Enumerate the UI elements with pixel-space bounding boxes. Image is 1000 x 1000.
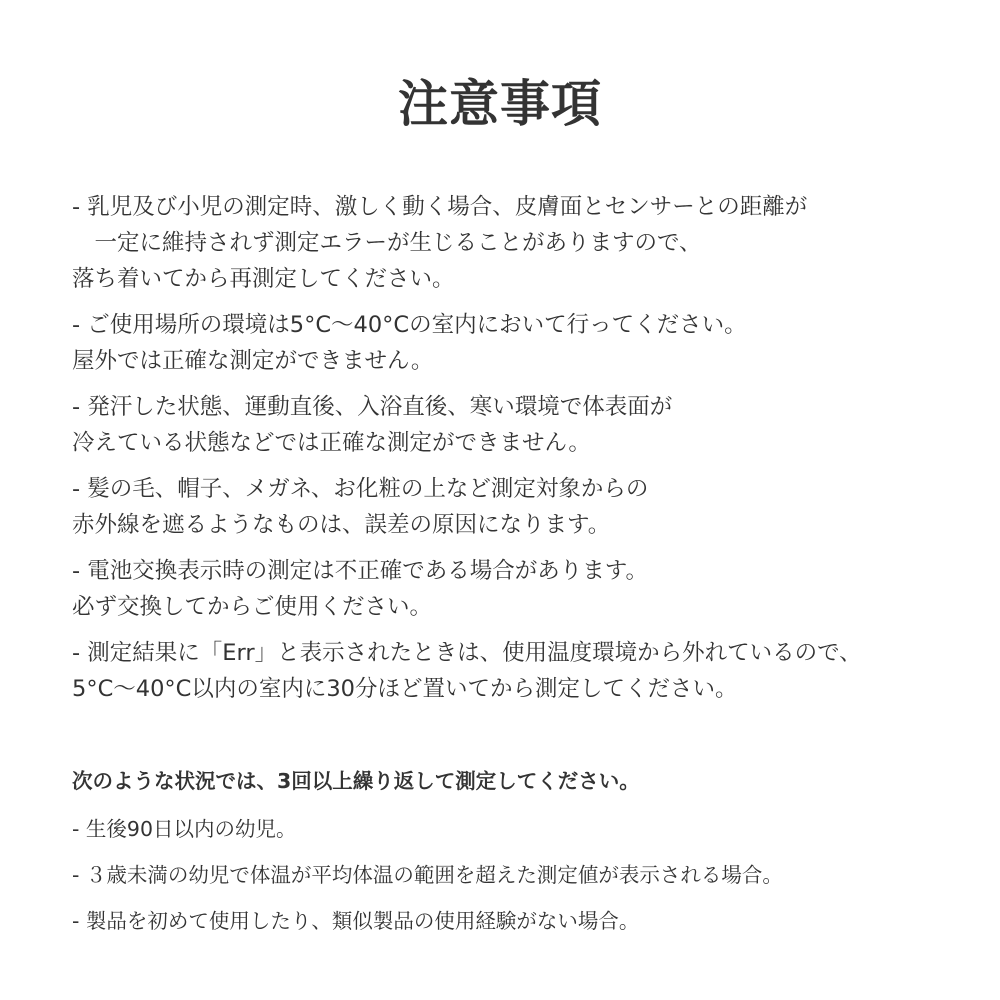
caution-item [72,389,982,461]
caution-item [72,307,982,379]
caution-item [72,553,982,625]
caution-item-line: - 電池交換表示時の測定は不正確である場合があります。 [72,558,648,584]
repeat-measurement-item: - 製品を初めて使用したり、類似製品の使用経験がない場合。 [72,909,640,933]
caution-list [72,189,982,717]
caution-item-line: 落ち着いてから再測定してください。 [72,266,455,292]
repeat-measurement-item: - 生後90日以内の幼児。 [72,817,297,841]
repeat-measurement-heading: 次のような状況では、3回以上繰り返して測定してください。 [72,769,640,793]
caution-item-line: 赤外線を遮るようなものは、誤差の原因になります。 [72,512,611,538]
caution-item-line: - 測定結果に「Err」と表示されたときは、使用温度環境から外れているので、 [72,640,862,666]
caution-item [72,635,982,707]
repeat-measurement-list [72,812,783,950]
caution-item-line: 5°C～40°C以内の室内に30分ほど置いてから測定してください。 [72,676,738,702]
caution-item-line: - 髪の毛、帽子、メガネ、お化粧の上など測定対象からの [72,476,649,502]
caution-item-line: 冷えている状態などでは正確な測定ができません。 [72,430,591,456]
caution-item-line: - ご使用場所の環境は5°C～40°Cの室内において行ってください。 [72,312,747,338]
caution-item-line: 必ず交換してからご使用ください。 [72,594,433,620]
caution-item-line: 屋外では正確な測定ができません。 [72,348,434,374]
caution-item-line: 一定に維持されず測定エラーが生じることがありますので、 [72,230,702,256]
caution-item-line: - 発汗した状態、運動直後、入浴直後、寒い環境で体表面が [72,394,673,420]
caution-item-line: - 乳児及び小児の測定時、激しく動く場合、皮膚面とセンサーとの距離が [72,194,808,220]
caution-item [72,189,982,297]
caution-item [72,471,982,543]
page-title: 注意事項 [398,75,602,133]
repeat-measurement-item: - ３歳未満の幼児で体温が平均体温の範囲を超えた測定値が表示される場合。 [72,863,783,887]
